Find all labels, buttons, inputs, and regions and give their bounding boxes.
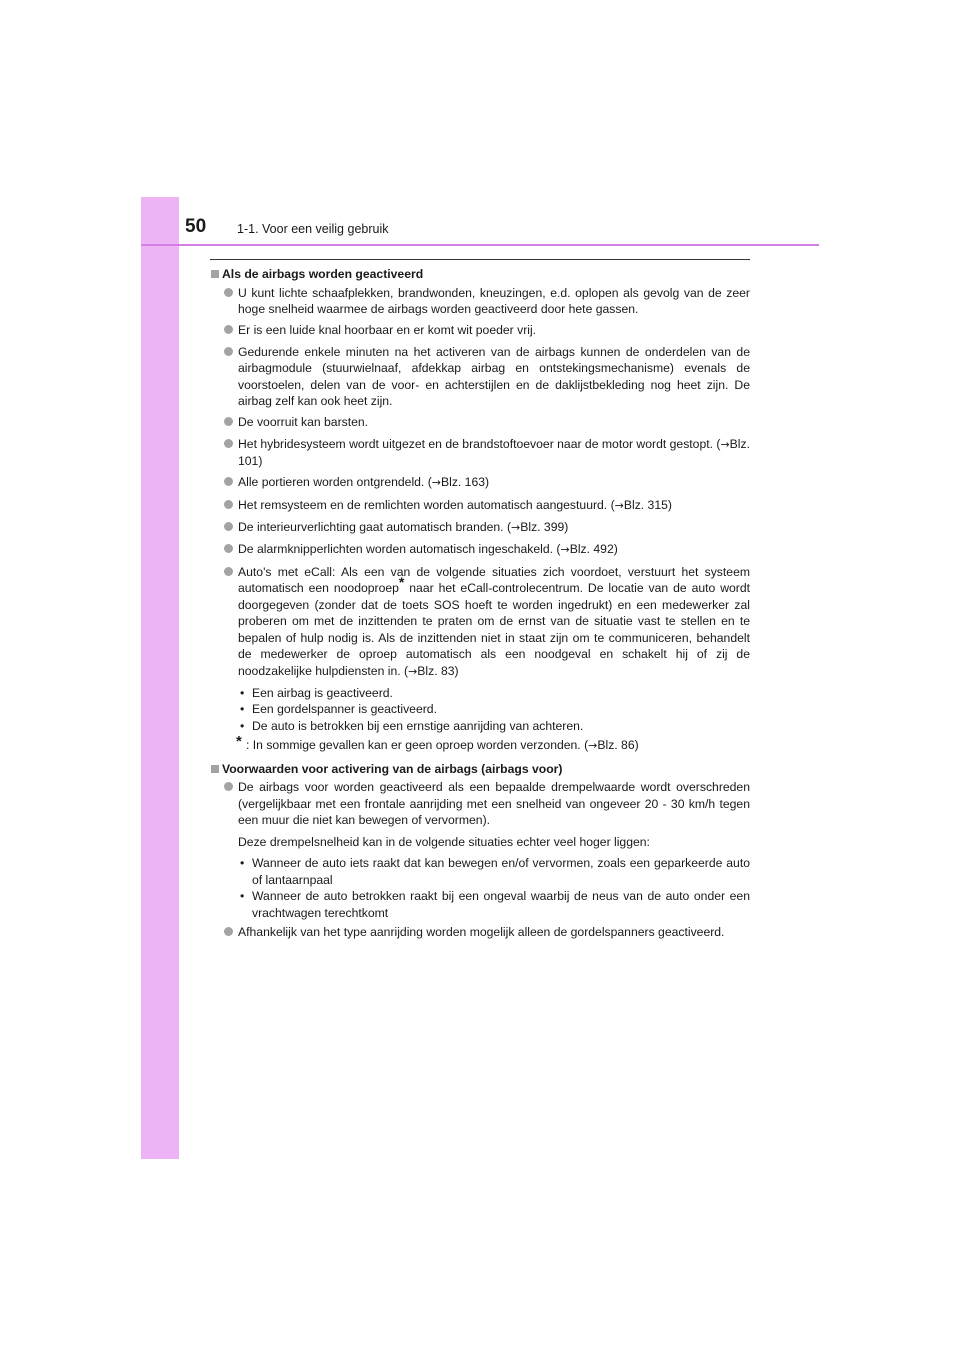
list-item-ecall xyxy=(210,564,750,681)
section-title: Als de airbags worden geactiveerd xyxy=(222,267,424,281)
page-number: 50 xyxy=(185,216,207,237)
page-reference: Blz. 492) xyxy=(569,542,618,557)
section-side-tab xyxy=(141,197,179,1159)
sub-item-text: Een airbag is geactiveerd. xyxy=(252,685,393,700)
sub-list-item xyxy=(210,718,750,735)
header-rule xyxy=(141,244,819,246)
circle-bullet-icon xyxy=(224,325,233,334)
list-item xyxy=(210,344,750,410)
arrow-icon: → xyxy=(560,543,570,557)
ecall-text-b: naar het eCall-controlecentrum. De locatie van de auto wordt doorgegeven (zonder dat de toets SOS hoeft te worden ingedrukt) en een medewerker zal proberen om met de inzittenden te praten om de ernst van de situatie vast te stellen en te bepalen of hulp nodig is. Als de inzittenden niet in staat zijn om te communiceren, behandelt de medewerker de oproep automatisch als een noodgeval en schakelt hij of zij de noodzakelijke hulpdiensten in. ( xyxy=(238,581,750,678)
item-text: Alle portieren worden ontgrendeld. ( xyxy=(238,475,432,490)
item-text: Gedurende enkele minuten na het activeren van de airbags kunnen de onderdelen van de airbagmodule (stuurwielnaaf, afdekkap airbag en ontstekingsmechanisme) evenals de voorstoelen, delen van de voor- en achterstijlen en de daklijstbekleding nog heet zijn. De airbag zelf kan ook heet zijn. xyxy=(238,344,750,409)
item-text: Er is een luide knal hoorbaar en er komt wit poeder vrij. xyxy=(238,323,537,338)
list-item xyxy=(210,541,750,559)
item-text: Afhankelijk van het type aanrijding worden mogelijk alleen de gordelspanners geactiveerd. xyxy=(238,925,725,940)
page-reference: Blz. 83) xyxy=(417,663,459,678)
list-item xyxy=(210,519,750,537)
ecall-conditions-list xyxy=(210,685,750,735)
list-item xyxy=(210,497,750,515)
airbag-effects-list xyxy=(210,285,750,559)
circle-bullet-icon xyxy=(224,477,233,486)
page-content xyxy=(210,266,750,945)
arrow-icon: → xyxy=(431,476,441,490)
section-title: Voorwaarden voor activering van de airbags (airbags voor) xyxy=(222,761,563,776)
list-item-threshold xyxy=(210,779,750,829)
dot-bullet-icon: • xyxy=(240,718,245,733)
square-bullet-icon xyxy=(211,270,219,278)
footnote xyxy=(210,733,750,755)
list-item-pretensioners xyxy=(210,924,750,941)
threshold-situations-list xyxy=(210,855,750,921)
dot-bullet-icon: • xyxy=(240,702,245,717)
page-reference: Blz. 86) xyxy=(597,738,639,753)
circle-bullet-icon xyxy=(224,439,233,448)
circle-bullet-icon xyxy=(224,288,233,297)
sub-list-item xyxy=(210,888,750,921)
list-item xyxy=(210,285,750,318)
sub-list-item xyxy=(210,855,750,888)
arrow-icon: → xyxy=(511,521,521,535)
section-heading-airbags-activated xyxy=(210,266,750,283)
arrow-icon: → xyxy=(588,739,598,753)
page-reference: Blz. 163) xyxy=(440,475,490,490)
circle-bullet-icon xyxy=(224,567,233,576)
page-reference: Blz. 101) xyxy=(238,436,750,469)
dot-bullet-icon: • xyxy=(240,685,245,700)
footnote-text: : In sommige gevallen kan er geen oproep worden verzonden. ( xyxy=(246,738,589,753)
chapter-title: 1-1. Voor een veilig gebruik xyxy=(237,222,389,236)
item-text: De airbags voor worden geactiveerd als een bepaalde drempelwaarde wordt overschreden (vergelijkbaar met een frontale aanrijding met een snelheid van ongeveer 20 - 30 km/h tegen een muur die niet kan bewegen of vervormen). xyxy=(238,780,750,828)
threshold-paragraph: Deze drempelsnelheid kan in de volgende situaties echter veel hoger liggen: xyxy=(238,834,650,849)
circle-bullet-icon xyxy=(224,782,233,791)
content-top-rule xyxy=(210,259,750,260)
sub-item-text: Wanneer de auto betrokken raakt bij een ongeval waarbij de neus van de auto onder een vrachtwagen terechtkomt xyxy=(252,889,750,920)
circle-bullet-icon xyxy=(224,417,233,426)
ecall-text-a: Auto's met eCall: Als een van de volgende situaties zich voordoet, verstuurt het systeem automatisch een noodoproep xyxy=(238,564,750,596)
footnote-asterisk: * xyxy=(398,574,405,591)
list-item xyxy=(210,436,750,470)
footnote-star: * xyxy=(236,733,242,751)
arrow-icon: → xyxy=(720,437,730,451)
arrow-icon: → xyxy=(408,664,418,678)
circle-bullet-icon xyxy=(224,544,233,553)
sub-item-text: De auto is betrokken bij een ernstige aanrijding van achteren. xyxy=(252,718,584,733)
circle-bullet-icon xyxy=(224,927,233,936)
item-text: U kunt lichte schaafplekken, brandwonden, kneuzingen, e.d. oplopen als gevolg van de zeer hoge snelheid waarmee de airbags worden geactiveerd door hete gassen. xyxy=(238,285,750,316)
section-heading-activation-conditions xyxy=(210,761,750,778)
circle-bullet-icon xyxy=(224,522,233,531)
sub-item-text: Een gordelspanner is geactiveerd. xyxy=(252,702,437,717)
item-text: De interieurverlichting gaat automatisch branden. ( xyxy=(238,520,512,535)
square-bullet-icon xyxy=(211,765,219,773)
dot-bullet-icon: • xyxy=(240,856,245,871)
list-item xyxy=(210,474,750,492)
dot-bullet-icon: • xyxy=(240,889,245,904)
item-text: De voorruit kan barsten. xyxy=(238,415,369,430)
arrow-icon: → xyxy=(614,498,624,512)
sub-list-item xyxy=(210,685,750,702)
sub-list-item xyxy=(210,701,750,718)
circle-bullet-icon xyxy=(224,500,233,509)
item-text: Het hybridesysteem wordt uitgezet en de brandstoftoevoer naar de motor wordt gestopt. ( xyxy=(238,436,721,451)
list-item xyxy=(210,414,750,431)
page-reference: Blz. 315) xyxy=(623,497,672,512)
circle-bullet-icon xyxy=(224,347,233,356)
item-text: Het remsysteem en de remlichten worden automatisch aangestuurd. ( xyxy=(238,497,615,512)
item-text: De alarmknipperlichten worden automatisch ingeschakeld. ( xyxy=(238,542,561,557)
page-reference: Blz. 399) xyxy=(520,520,569,535)
sub-item-text: Wanneer de auto iets raakt dat kan bewegen en/of vervormen, zoals een geparkeerde auto of lantaarnpaal xyxy=(252,856,750,887)
list-item xyxy=(210,322,750,339)
